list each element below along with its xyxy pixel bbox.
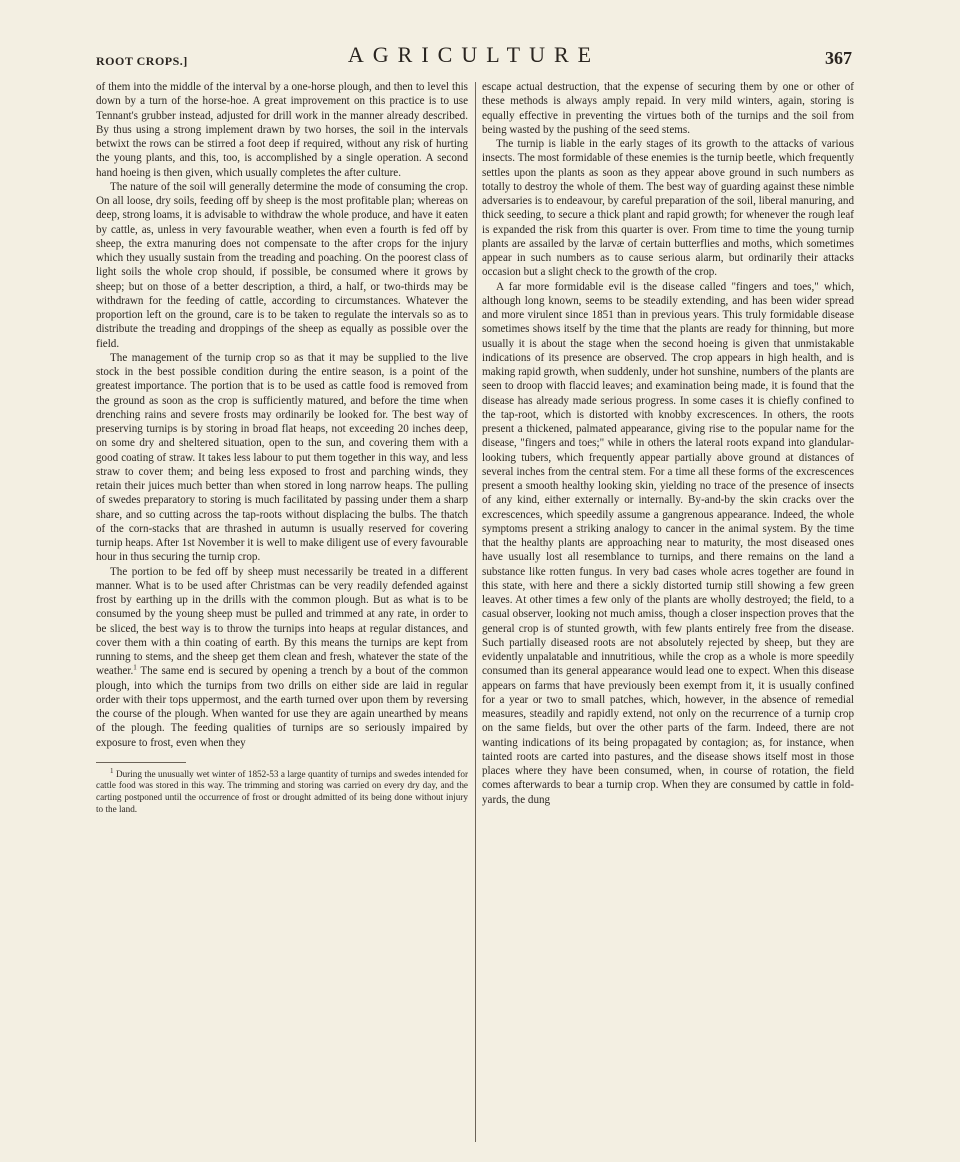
footnote-ref: 1 [133, 663, 137, 672]
footnote [96, 766, 469, 815]
running-header [96, 42, 852, 76]
footnote-text: During the unusually wet winter of 1852-53 a large quantity of turnips and swedes intended for cattle food was stored in this way. The trimming and storing was carried on every dry day, and the carting postponed until the occurrence of frost or drought admitted of its being done without injury to the land. [96, 768, 469, 814]
paragraph: A far more formidable evil is the disease called "fingers and toes," which, although long known, seems to be steadily extending, and has been wider spread and more virulent since 1851 than in previous years. This truly formidable disease sometimes shows itself by the time that the plants are ready for thinning, but more usually it is about the stage when the second hoeing is given that unmistakable indications of its presence are observed. The crop appears in high health, and is making rapid growth, when suddenly, under hot sunshine, numbers of the plants are seen to droop with flaccid leaves; and examination being made, it is found that the disease has already made serious progress. In some cases it is chiefly confined to the tap-root, which is distorted with knobby excrescences. In others, the roots present a thickened, palmated appearance, giving rise to the popular name for the disease, "fingers and toes;" while in others the lateral roots expand into glandular-looking tubers, which frequently appear partially above ground at distances of several inches from the central stem. For a time all these forms of the excrescences present a smooth healthy looking skin, yielding no trace of the presence of insects of any kind, either externally or internally. By-and-by the skin cracks over the excrescences, which speedily assume a gangrenous appearance. Indeed, the whole symptoms present a striking analogy to cancer in the animal system. By the time that the healthy plants are approaching near to maturity, the most diseased ones have usually lost all resemblance to turnips, and there remains on the land a substance like rotten fungus. In very bad cases whole acres together are found in this state, with here and there a sickly distorted turnip still showing a few green leaves. At other times a few only of the plants are wholly destroyed; the field, to a casual observer, looking not much amiss, though a closer inspection proves that the general crop is of stunted growth, with few plants entirely free from the disease. Such partially diseased roots are not absolutely rejected by sheep, but they are evidently unpalatable and innutritious, while the crop as a whole is more speedily consumed than its general appearance would lead one to expect. When this disease appears on farms that have previously been exempt from it, it is usually confined for a year or two to small patches, which, however, in the absence of remedial measures, steadily and rapidly extend, not only on the recurrence of a turnip crop on the same fields, but over the other parts of the farm. Indeed, there are not wanting indications of its being propagated by contagion; as, for instance, when tainted roots are carted into pastures, and the disease shows itself most in those places where they have been consumed, when, in course of rotation, the field comes afterwards to bear a turnip crop. When they are consumed by cattle in fold-yards, the dung [482, 280, 854, 806]
page-number: 367 [825, 48, 852, 68]
left-column [96, 80, 468, 1120]
footnote-marker: 1 [110, 766, 114, 775]
page-title: AGRICULTURE [347, 42, 601, 67]
paragraph: escape actual destruction, that the expense of securing them by one or other of these methods is always amply repaid. In very mild winters, again, storing is equally effective in preventing the virtues both of the turnips and the soil from being wasted by the pushing of the seed stems. [482, 81, 854, 136]
right-column [482, 80, 854, 1150]
section-title: ROOT CROPS.] [96, 54, 188, 68]
paragraph-with-note [96, 565, 468, 750]
footnote-divider [96, 762, 186, 763]
paragraph: The management of the turnip crop so as that it may be supplied to the live stock in the best possible condition during the entire season, is a point of the greatest importance. The portion that is to be used as cattle food is removed from the ground as soon as the crop is sufficiently matured, and before the time when drenching rains and severe frosts may ordinarily be looked for. The best way of preserving turnips is by storing in broad flat heaps, not exceeding 20 inches deep, on some dry and sheltered situation, open to the sun, and covering them with a good coating of straw. It takes less labour to put them together in this way, and less straw to cover them; and being less exposed to frost and parching winds, they retain their juices much better than when stored in long narrow heaps. The pulling of swedes preparatory to storing is much facilitated by passing under them a sharp share, and so cutting across the tap-roots without displacing the bulbs. The thatch of the corn-stacks that are thrashed in autumn is usually reserved for covering turnip heaps. After 1st November it is well to make diligent use of every favourable hour in thus securing the turnip crop. [96, 351, 468, 564]
paragraph-text: The portion to be fed off by sheep must necessarily be treated in a different manner. What is to be used after Christmas can be very readily defended against frost by earthing up in the drills with the common plough. But as what is to be consumed by the young sheep must be pulled and trimmed at any rate, in order to be sliced, the best way is to throw the turnips into heaps at regular distances, and cover them with a thin coating of earth. By this means the turnips are kept from running to stems, and the sheep get them clean and fresh, whatever the state of the weather. [96, 565, 468, 678]
paragraph: The nature of the soil will generally determine the mode of consuming the crop. On all loose, dry soils, feeding off by sheep is the most profitable plan; whereas on deep, strong loams, it is advisable to withdraw the whole produce, and have it eaten by cattle, as, unless in very favourable weather, when even a fourth is fed off by sheep, the extra manuring does not compensate to the after crops for the injury which they usually sustain from the treading and poaching. On the poorest class of light soils the whole crop should, if possible, be consumed where it grows by sheep; but on those of a better description, a third, a half, or two-thirds may be withdrawn for the feeding of cattle, according to circumstances. Whatever the proportion left on the ground, care is to be taken to regulate the intervals so as to distribute the treading and droppings of the sheep as equally as possible over the field. [96, 180, 468, 350]
paragraph: The turnip is liable in the early stages of its growth to the attacks of various insects. The most formidable of these enemies is the turnip beetle, which frequently settles upon the plants as soon as they appear above ground in such numbers as totally to destroy the whole of them. The best way of guarding against these nimble adversaries is to endeavour, by careful preparation of the soil, liberal manuring, and thick seeding, to secure a thick plant and rapid growth; for whenever the rough leaf is expanded the risk from this quarter is over. From time to time the young turnip plants are assailed by the larvæ of certain butterflies and moths, which sometimes appear in such numbers as to cause serious alarm, but ordinarily their attacks occasion but a slight check to the growth of the crop. [482, 138, 854, 279]
column-divider [475, 82, 476, 1142]
paragraph: of them into the middle of the interval by a one-horse plough, and then to level this down by a turn of the horse-hoe. A great improvement on this practice is to use Tennant's grubber instead, adjusted for drill work in the manner already described. By thus using a strong implement drawn by two horses, the soil in the intervals betwixt the rows can be stirred a foot deep if required, without any risk of hurting the young plants, and this, too, is accomplished by a single operation. A second hand hoeing is then given, which usually completes the after culture. [96, 81, 468, 179]
paragraph-text: The same end is secured by opening a trench by a bout of the common plough, into which the turnips from two drills on either side are laid in regular order with their tops uppermost, and the earth turned over upon them by reversing the course of the plough. When wanted for use they are again unearthed by means of the plough. The feeding qualities of turnips are so seriously impaired by exposure to frost, even when they [96, 665, 469, 749]
